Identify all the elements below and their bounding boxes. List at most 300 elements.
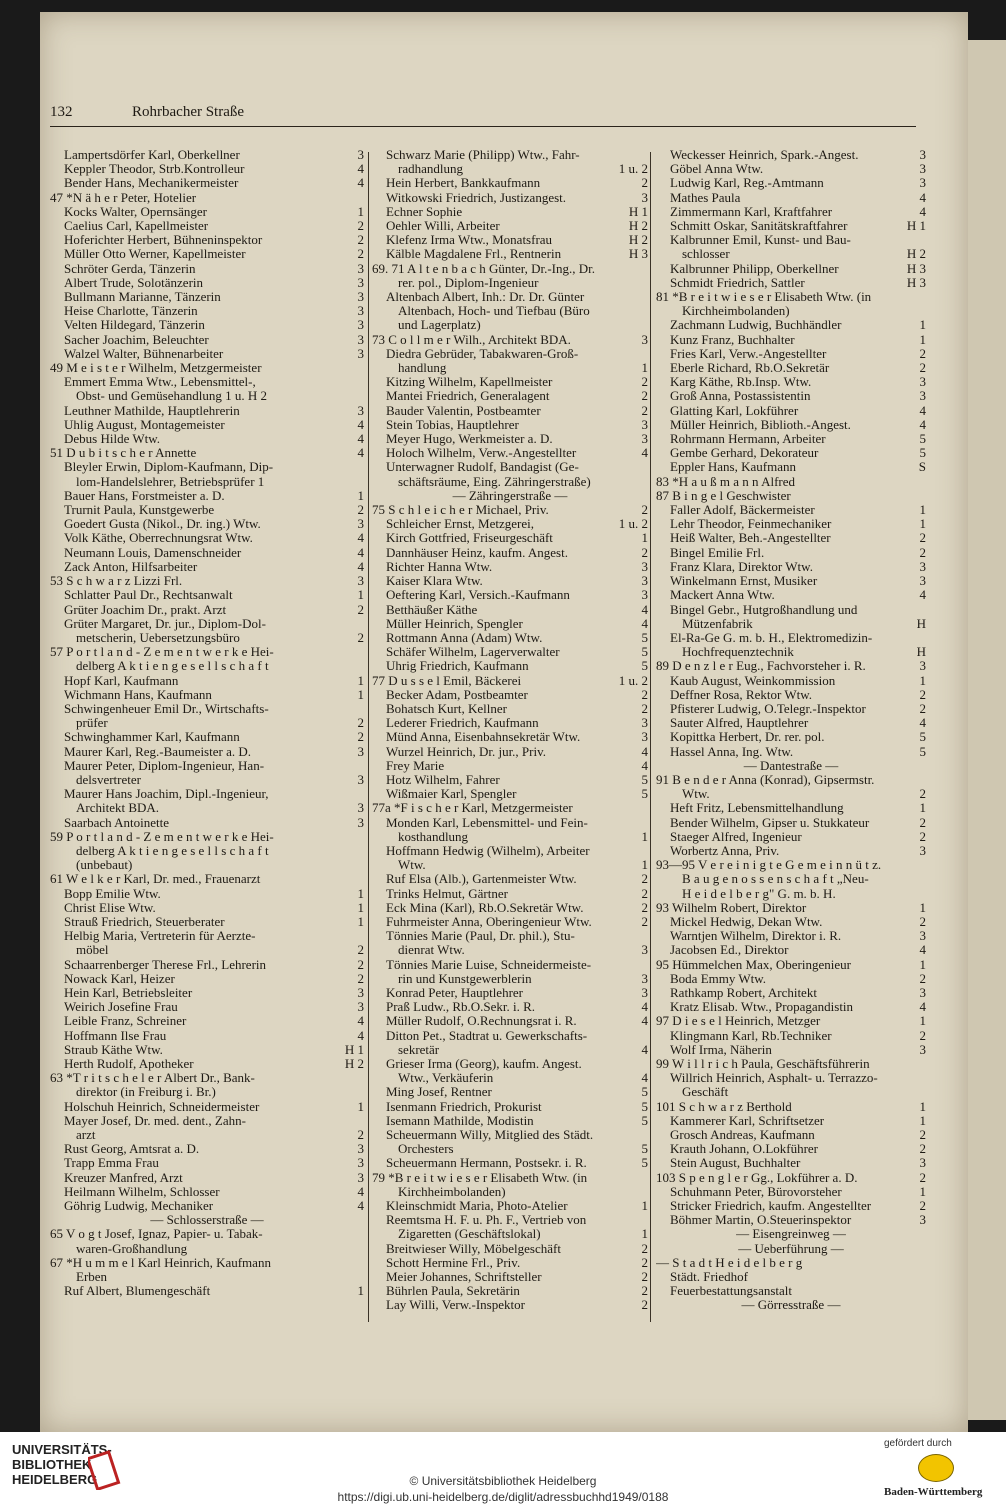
- entry-text: handlung: [398, 361, 447, 376]
- floor-number: 3: [919, 985, 926, 1000]
- floor-number: H 3: [628, 247, 648, 262]
- resident-entry: [372, 1270, 648, 1284]
- entry-text: arzt: [76, 1128, 96, 1143]
- resident-entry: [656, 1128, 926, 1142]
- floor-number: 1: [357, 1099, 364, 1114]
- floor-number: 2: [357, 219, 364, 234]
- resident-entry: [50, 1128, 364, 1142]
- resident-entry: [656, 233, 926, 247]
- column-divider: [368, 152, 369, 1322]
- resident-entry: [656, 702, 926, 716]
- floor-number: 1: [641, 1227, 648, 1242]
- entry-text: Ruf Albert, Blumengeschäft: [64, 1284, 211, 1299]
- floor-number: 4: [919, 588, 926, 603]
- floor-number: 2: [641, 545, 648, 560]
- entry-text: Schmitt Oskar, Sanitätskraftfahrer: [670, 219, 848, 234]
- entry-text: metscherin, Uebersetzungsbüro: [76, 630, 240, 645]
- entry-text: Straub Käthe Wtw.: [64, 1042, 163, 1057]
- entry-text: Becker Adam, Postbeamter: [386, 687, 528, 702]
- resident-entry: [372, 162, 648, 176]
- resident-entry: [656, 929, 926, 943]
- floor-number: 1: [357, 914, 364, 929]
- copyright-text: © Universitätsbibliothek Heidelberg: [409, 1474, 597, 1488]
- resident-entry: [372, 233, 648, 247]
- resident-entry: [656, 546, 926, 560]
- entry-text: Bingel Gebr., Hutgroßhandlung und: [670, 602, 858, 617]
- entry-text: Maurer Hans Joachim, Dipl.-Ingenieur,: [64, 787, 269, 802]
- house-entry: [372, 674, 648, 688]
- entry-text: Erben: [76, 1270, 108, 1285]
- resident-entry: [372, 688, 648, 702]
- entry-text: Walzel Walter, Bühnenarbeiter: [64, 346, 224, 361]
- floor-number: 2: [919, 914, 926, 929]
- floor-number: 3: [641, 730, 648, 745]
- entry-text: Kirch Gottfried, Friseurgeschäft: [386, 531, 553, 546]
- floor-number: 5: [919, 730, 926, 745]
- resident-entry: [372, 858, 648, 872]
- resident-entry: [372, 546, 648, 560]
- resident-entry: [656, 943, 926, 957]
- resident-entry: [656, 1270, 926, 1284]
- resident-entry: [50, 517, 364, 531]
- floor-number: 2: [641, 375, 648, 390]
- entry-text: Mützenfabrik: [682, 616, 753, 631]
- house-entry: [656, 489, 926, 503]
- entry-text: Warntjen Wilhelm, Direktor i. R.: [670, 929, 842, 944]
- floor-number: 3: [641, 971, 648, 986]
- floor-number: 4: [641, 1042, 648, 1057]
- resident-entry: [656, 1185, 926, 1199]
- entry-text: Ludwig Karl, Reg.-Amtmann: [670, 176, 824, 191]
- resident-entry: [656, 915, 926, 929]
- resident-entry: [50, 958, 364, 972]
- resident-entry: [372, 958, 648, 972]
- floor-number: 5: [641, 630, 648, 645]
- resident-entry: [50, 773, 364, 787]
- floor-number: 1: [641, 531, 648, 546]
- floor-number: 1 u. 2: [618, 162, 648, 177]
- resident-entry: [50, 560, 364, 574]
- entry-text: Weirich Josefine Frau: [64, 1000, 178, 1015]
- floor-number: 2: [919, 1199, 926, 1214]
- floor-number: H 2: [628, 233, 648, 248]
- resident-entry: [372, 404, 648, 418]
- floor-number: 1: [919, 1014, 926, 1029]
- resident-entry: [372, 517, 648, 531]
- entry-text: rin und Kunstgewerblerin: [398, 971, 532, 986]
- entry-text: Maurer Karl, Reg.-Baumeister a. D.: [64, 744, 251, 759]
- resident-entry: [656, 603, 926, 617]
- resident-entry: [656, 986, 926, 1000]
- entry-text: Obst- und Gemüsehandlung 1 u. H 2: [76, 389, 268, 404]
- entry-text: delberg A k t i e n g e s e l l s c h a f t: [76, 659, 269, 674]
- entry-text: (unbebaut): [76, 858, 133, 873]
- entry-text: Bauder Valentin, Postbeamter: [386, 403, 541, 418]
- resident-entry: [656, 1199, 926, 1213]
- house-entry: [50, 191, 364, 205]
- resident-entry: [372, 972, 648, 986]
- floor-number: 3: [641, 574, 648, 589]
- floor-number: 1 u. 2: [618, 517, 648, 532]
- entry-text: Betthäußer Käthe: [386, 602, 478, 617]
- resident-entry: [372, 1213, 648, 1227]
- entry-text: Hopf Karl, Kaufmann: [64, 673, 179, 688]
- resident-entry: [50, 858, 364, 872]
- page-number: 132: [50, 104, 73, 120]
- entry-text: Strauß Friedrich, Steuerberater: [64, 914, 225, 929]
- entry-text: Bender Wilhelm, Gipser u. Stukkateur: [670, 815, 870, 830]
- resident-entry: [372, 304, 648, 318]
- entry-text: Klefenz Irma Wtw., Monatsfrau: [386, 233, 553, 248]
- house-entry: [50, 1256, 364, 1270]
- entry-text: Wichmann Hans, Kaufmann: [64, 687, 212, 702]
- entry-text: 93 Wilhelm Robert, Direktor: [656, 900, 807, 915]
- resident-entry: [372, 943, 648, 957]
- entry-text: El-Ra-Ge G. m. b. H., Elektromedizin-: [670, 630, 873, 645]
- floor-number: 2: [919, 531, 926, 546]
- resident-entry: [50, 631, 364, 645]
- floor-number: 5: [641, 645, 648, 660]
- entry-text: 97 D i e s e l Heinrich, Metzger: [656, 1014, 821, 1029]
- floor-number: H 3: [906, 261, 926, 276]
- entry-text: Glatting Karl, Lokführer: [670, 403, 799, 418]
- resident-entry: [50, 219, 364, 233]
- resident-entry: [50, 1014, 364, 1028]
- entry-text: Orchesters: [398, 1142, 454, 1157]
- entry-text: Schwarz Marie (Philipp) Wtw., Fahr-: [386, 148, 580, 162]
- resident-entry: [372, 773, 648, 787]
- entry-text: 49 M e i s t e r Wilhelm, Metzgermeister: [50, 361, 262, 376]
- resident-entry: [372, 1014, 648, 1028]
- entry-text: Ditton Pet., Stadtrat u. Gewerkschafts-: [386, 1028, 588, 1043]
- resident-entry: [656, 1114, 926, 1128]
- entry-text: radhandlung: [398, 162, 463, 177]
- floor-number: 1: [357, 488, 364, 503]
- floor-number: 3: [641, 985, 648, 1000]
- entry-text: Ruf Elsa (Alb.), Gartenmeister Wtw.: [386, 872, 577, 887]
- entry-text: Velten Hildegard, Tänzerin: [64, 318, 205, 333]
- entry-text: Göbel Anna Wtw.: [670, 162, 764, 177]
- house-entry: [656, 773, 926, 787]
- entry-text: Tönnies Marie (Paul, Dr. phil.), Stu-: [386, 929, 575, 944]
- entry-text: Jacobsen Ed., Direktor: [670, 943, 789, 958]
- resident-entry: [372, 446, 648, 460]
- resident-entry: [372, 901, 648, 915]
- resident-entry: [372, 617, 648, 631]
- entry-text: dienrat Wtw.: [398, 943, 465, 958]
- state-name[interactable]: Baden-Württemberg: [884, 1486, 983, 1498]
- house-entry: [372, 333, 648, 347]
- resident-entry: [656, 1085, 926, 1099]
- floor-number: 3: [357, 744, 364, 759]
- entry-text: Grüter Margaret, Dr. jur., Diplom-Dol-: [64, 616, 266, 631]
- resident-entry: [50, 176, 364, 190]
- floor-number: 3: [641, 332, 648, 347]
- floor-number: 4: [357, 176, 364, 191]
- entry-text: Breitwieser Willy, Möbelgeschäft: [386, 1241, 561, 1256]
- floor-number: 2: [641, 1241, 648, 1256]
- floor-number: 3: [357, 318, 364, 333]
- resident-entry: [372, 631, 648, 645]
- floor-number: 4: [357, 531, 364, 546]
- floor-number: 5: [919, 432, 926, 447]
- entry-text: 77 D u s s e l Emil, Bäckerei: [372, 673, 522, 688]
- entry-text: Reemtsma H. F. u. Ph. F., Vertrieb von: [386, 1213, 587, 1228]
- entry-text: Kirchheimbolanden): [682, 304, 790, 319]
- resident-entry: [656, 304, 926, 318]
- resident-entry: [50, 432, 364, 446]
- entry-text: Oeftering Karl, Versich.-Kaufmann: [386, 588, 570, 603]
- resident-entry: [372, 1242, 648, 1256]
- floor-number: 3: [357, 1156, 364, 1171]
- floor-number: 4: [641, 744, 648, 759]
- floor-number: 1: [919, 801, 926, 816]
- resident-entry: [656, 787, 926, 801]
- resident-entry: [50, 418, 364, 432]
- floor-number: H: [916, 616, 926, 631]
- floor-number: 4: [919, 190, 926, 205]
- entry-text: Architekt BDA.: [76, 801, 160, 816]
- resident-entry: [50, 304, 364, 318]
- floor-number: 3: [919, 1042, 926, 1057]
- floor-number: 2: [919, 1170, 926, 1185]
- resident-entry: [372, 1000, 648, 1014]
- street-title: Rohrbacher Straße: [132, 104, 245, 120]
- book-page: [40, 12, 968, 1432]
- entry-text: Zachmann Ludwig, Buchhändler: [670, 318, 842, 333]
- house-entry: [50, 872, 364, 886]
- entry-text: — Zähringerstraße —: [452, 488, 568, 503]
- entry-text: rer. pol., Diplom-Ingenieur: [398, 275, 539, 290]
- floor-number: 1: [919, 503, 926, 518]
- floor-number: 2: [641, 687, 648, 702]
- resident-entry: [656, 887, 926, 901]
- entry-text: Lay Willi, Verw.-Inspektor: [386, 1298, 525, 1313]
- house-entry: [50, 1071, 364, 1085]
- resident-entry: [50, 290, 364, 304]
- entry-text: Lehr Theodor, Feinmechaniker: [670, 517, 832, 532]
- entry-text: Kitzing Wilhelm, Kapellmeister: [386, 375, 553, 390]
- column-divider: [650, 152, 651, 1322]
- resident-entry: [372, 787, 648, 801]
- floor-number: 5: [641, 1099, 648, 1114]
- floor-number: 5: [919, 446, 926, 461]
- resident-entry: [656, 205, 926, 219]
- entry-text: Ming Josef, Rentner: [386, 1085, 492, 1100]
- resident-entry: [50, 702, 364, 716]
- entry-text: Zigaretten (Geschäftslokal): [398, 1227, 541, 1242]
- house-entry: [50, 361, 364, 375]
- entry-text: Heise Charlotte, Tänzerin: [64, 304, 198, 319]
- floor-number: 4: [919, 403, 926, 418]
- entry-text: Kaub August, Weinkommission: [670, 673, 836, 688]
- entry-text: Kopittka Herbert, Dr. rer. pol.: [670, 730, 825, 745]
- floor-number: 4: [357, 1014, 364, 1029]
- entry-text: Bührlen Paula, Sekretärin: [386, 1284, 520, 1299]
- resident-entry: [372, 1100, 648, 1114]
- entry-text: — Schlosserstraße —: [150, 1213, 264, 1228]
- floor-number: 3: [357, 332, 364, 347]
- entry-text: Meier Johannes, Schriftsteller: [386, 1270, 542, 1285]
- resident-entry: [656, 1284, 926, 1298]
- resident-entry: [50, 759, 364, 773]
- entry-text: Mathes Paula: [670, 190, 741, 205]
- street-divider: [656, 1227, 926, 1241]
- entry-text: Rust Georg, Amtsrat a. D.: [64, 1142, 200, 1157]
- floor-number: 5: [641, 659, 648, 674]
- entry-text: Mantei Friedrich, Generalagent: [386, 389, 550, 404]
- resident-entry: [372, 375, 648, 389]
- entry-text: möbel: [76, 943, 109, 958]
- resident-entry: [372, 730, 648, 744]
- resident-entry: [50, 276, 364, 290]
- entry-text: Münd Anna, Eisenbahnsekretär Wtw.: [386, 730, 581, 745]
- resident-entry: [372, 574, 648, 588]
- entry-text: Lederer Friedrich, Kaufmann: [386, 716, 539, 731]
- floor-number: 4: [357, 559, 364, 574]
- entry-text: Konrad Peter, Hauptlehrer: [386, 985, 524, 1000]
- floor-number: 4: [357, 417, 364, 432]
- floor-number: 5: [641, 787, 648, 802]
- entry-text: Goedert Gusta (Nikol., Dr. ing.) Wtw.: [64, 517, 261, 532]
- entry-text: Altenbach Albert, Inh.: Dr. Dr. Günter: [386, 290, 585, 305]
- floor-number: 3: [641, 190, 648, 205]
- entry-text: delberg A k t i e n g e s e l l s c h a f t: [76, 843, 269, 858]
- entry-text: Franz Klara, Direktor Wtw.: [670, 559, 813, 574]
- floor-number: 2: [919, 971, 926, 986]
- entry-text: Wolf Irma, Näherin: [670, 1042, 772, 1057]
- resident-entry: [372, 659, 648, 673]
- resident-entry: [372, 205, 648, 219]
- entry-text: Uhrig Friedrich, Kaufmann: [386, 659, 529, 674]
- house-entry: [656, 858, 926, 872]
- resident-entry: [50, 1057, 364, 1071]
- entry-text: — Dantestraße —: [743, 758, 839, 773]
- resident-entry: [656, 1213, 926, 1227]
- entry-text: Deffner Rosa, Rektor Wtw.: [670, 687, 813, 702]
- resident-entry: [50, 1114, 364, 1128]
- floor-number: 3: [641, 559, 648, 574]
- entry-text: Meyer Hugo, Werkmeister a. D.: [386, 432, 553, 447]
- resident-entry: [372, 759, 648, 773]
- resident-entry: [50, 347, 364, 361]
- entry-text: — Ueberführung —: [738, 1241, 844, 1256]
- entry-text: Müller Rudolf, O.Rechnungsrat i. R.: [386, 1014, 577, 1029]
- street-divider: [656, 1298, 926, 1312]
- resident-entry: [50, 475, 364, 489]
- entry-text: Emmert Emma Wtw., Lebensmittel-,: [64, 375, 256, 390]
- resident-entry: [50, 205, 364, 219]
- resident-entry: [50, 617, 364, 631]
- entry-text: 87 B i n g e l Geschwister: [656, 488, 791, 503]
- floor-number: 3: [357, 772, 364, 787]
- entry-text: Mayer Josef, Dr. med. dent., Zahn-: [64, 1113, 246, 1128]
- entry-text: Isenmann Friedrich, Prokurist: [386, 1099, 542, 1114]
- permalink[interactable]: https://digi.ub.uni-heidelberg.de/diglit/adressbuchhd1949/0188: [337, 1490, 669, 1504]
- floor-number: H 3: [906, 275, 926, 290]
- entry-text: 93—95 V e r e i n i g t e G e m e i n n ü t z.: [656, 858, 882, 873]
- resident-entry: [50, 801, 364, 815]
- entry-text: Diedra Gebrüder, Tabakwaren-Groß-: [386, 346, 579, 361]
- entry-text: 99 W i l l r i c h Paula, Geschäftsführerin: [656, 1057, 870, 1071]
- entry-text: Sauter Alfred, Hauptlehrer: [670, 716, 809, 731]
- entry-text: Worbertz Anna, Priv.: [670, 843, 780, 858]
- entry-text: Schott Hermine Frl., Priv.: [386, 1255, 521, 1270]
- floor-number: 1: [641, 858, 648, 873]
- entry-text: Kreuzer Manfred, Arzt: [64, 1170, 183, 1185]
- entry-text: Eck Mina (Karl), Rb.O.Sekretär Wtw.: [386, 900, 584, 915]
- resident-entry: [50, 588, 364, 602]
- resident-entry: [50, 460, 364, 474]
- entry-text: lom-Handelslehrer, Betriebsprüfer 1: [76, 474, 265, 489]
- entry-text: Müller Heinrich, Spengler: [386, 616, 523, 631]
- floor-number: 2: [919, 829, 926, 844]
- entry-text: schlosser: [682, 247, 730, 262]
- resident-entry: [656, 191, 926, 205]
- floor-number: 4: [641, 1014, 648, 1029]
- entry-text: Trapp Emma Frau: [64, 1156, 159, 1171]
- floor-number: 4: [357, 545, 364, 560]
- entry-text: Echner Sophie: [386, 204, 463, 219]
- entry-text: Holoch Wilhelm, Verw.-Angestellter: [386, 446, 577, 461]
- floor-number: 3: [919, 659, 926, 674]
- entry-text: Maurer Peter, Diplom-Ingenieur, Han-: [64, 758, 265, 773]
- resident-entry: [656, 730, 926, 744]
- resident-entry: [50, 688, 364, 702]
- floor-number: 3: [357, 1142, 364, 1157]
- floor-number: 2: [357, 971, 364, 986]
- resident-entry: [656, 276, 926, 290]
- resident-entry: [656, 347, 926, 361]
- entry-text: Krauth Johann, O.Lokführer: [670, 1142, 819, 1157]
- entry-text: 51 D u b i t s c h e r Annette: [50, 446, 197, 461]
- floor-number: 4: [357, 432, 364, 447]
- entry-text: Heft Fritz, Lebensmittelhandlung: [670, 801, 844, 816]
- entry-text: Christ Elise Wtw.: [64, 900, 156, 915]
- floor-number: 1: [357, 673, 364, 688]
- entry-text: — Eisengreinweg —: [736, 1227, 846, 1242]
- floor-number: 5: [641, 772, 648, 787]
- floor-number: 2: [357, 1128, 364, 1143]
- entry-text: Monden Karl, Lebensmittel- und Fein-: [386, 815, 588, 830]
- floor-number: 3: [641, 432, 648, 447]
- resident-entry: [656, 247, 926, 261]
- resident-entry: [372, 1256, 648, 1270]
- floor-number: 3: [357, 1170, 364, 1185]
- house-entry: [656, 1014, 926, 1028]
- floor-number: 3: [357, 1000, 364, 1015]
- entry-text: Kleinschmidt Maria, Photo-Atelier: [386, 1199, 568, 1214]
- floor-number: 3: [357, 517, 364, 532]
- resident-entry: [656, 404, 926, 418]
- house-entry: [656, 659, 926, 673]
- adjacent-page-edge: [968, 40, 1006, 1420]
- floor-number: 3: [919, 1156, 926, 1171]
- resident-entry: [372, 347, 648, 361]
- house-entry: [50, 574, 364, 588]
- house-entry: [372, 503, 648, 517]
- entry-text: Stricker Friedrich, kaufm. Angestellter: [670, 1199, 872, 1214]
- entry-text: Saarbach Antoinette: [64, 815, 170, 830]
- entry-text: Fries Karl, Verw.-Angestellter: [670, 346, 827, 361]
- floor-number: 2: [641, 900, 648, 915]
- directory-column-3: [656, 148, 926, 1313]
- entry-text: Leible Franz, Schreiner: [64, 1014, 187, 1029]
- entry-text: Wißmaier Karl, Spengler: [386, 787, 517, 802]
- entry-text: Kalbrunner Emil, Kunst- und Bau-: [670, 233, 851, 248]
- resident-entry: [656, 631, 926, 645]
- floor-number: S: [918, 460, 926, 475]
